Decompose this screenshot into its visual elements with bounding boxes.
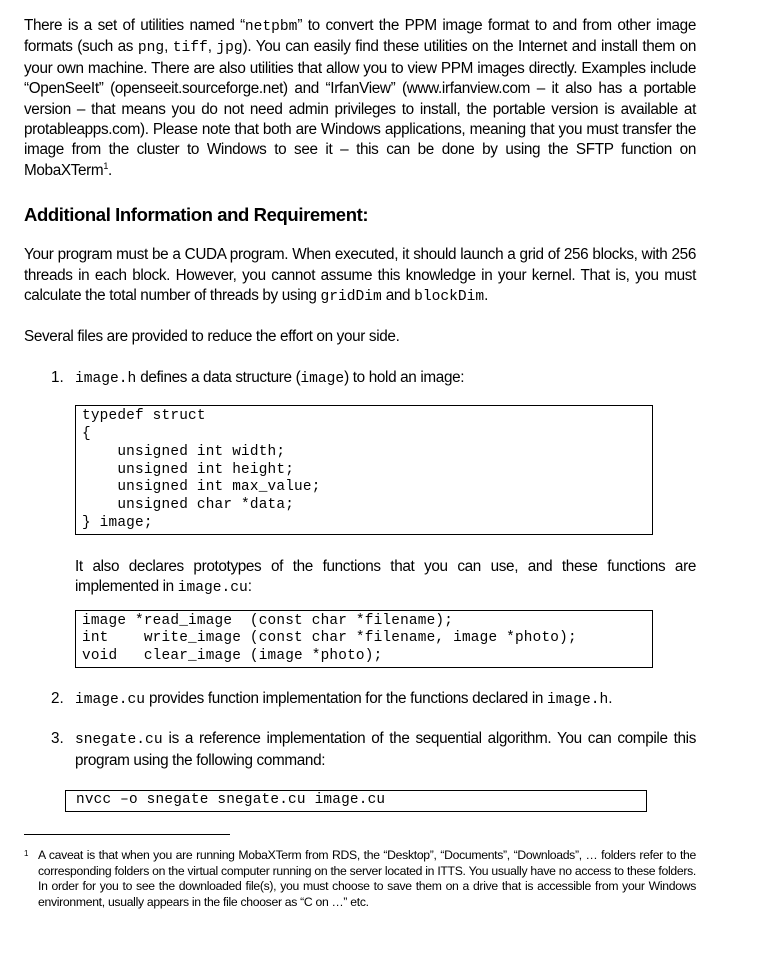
item-text-part: provides function implementation for the functions declared in [145,690,547,708]
footnote-body: A caveat is that when you are running MobaXTerm from RDS, the “Desktop”, “Documents”, “Downloads”, … folders refer to the corresponding folders on the virtual computer running on the server located in ITTS. You usually have no access to these folders. In order for you to see the downloaded file(s), you must choose to save them on a drive that is accessible from your Windows environment, usually appears in the file chooser as “C on …” etc. [38,848,696,909]
footnote-mark: 1 [24,849,29,858]
griddim-code: gridDim [320,289,382,306]
list-number: 1. [51,368,64,386]
filename-code: snegate.cu [75,732,163,749]
png-code: png [137,40,165,57]
item-text [75,689,696,710]
blockdim-code: blockDim [414,289,485,306]
filename-code: image.cu [177,580,248,597]
files-intro: Several files are provided to reduce the effort on your side. [24,328,400,346]
requirement-text: and [381,287,415,305]
item-text [75,368,696,389]
filename-code: image.cu [75,692,146,709]
intro-text: ). You can easily find these utilities on the Internet and install them on your own machine. There are also utilities that allow you to view PPM images directly. Examples include “OpenSeeIt” (openseeit.sourceforge.net) and “IrfanView” (www.irfanview.com – it also has a portable version – that means you do not need admin privileges to install, the portable version is available at protableapps.com). Please note that both are Windows applications, meaning that you must transfer the image from the cluster to Windows to see it – this can be done by using the SFTP function on MobaXTerm [24,38,696,179]
list-item [24,729,696,812]
netpbm-code: netpbm [244,19,298,35]
requirement-text: Your program must be a CUDA program. When executed, it should launch a grid of 256 blocks, with 256 threads in each block. However, you cannot assume this knowledge in your kernel. That is, you must calculate the total number of threads by using [24,246,696,305]
file-list [24,368,696,812]
requirement-paragraph [24,245,696,307]
item-text-part: : [247,578,252,596]
prototypes-paragraph [75,557,696,599]
intro-text: There is a set of utilities named “ [24,17,245,34]
inline-code: image [300,370,345,387]
list-item [24,368,696,668]
struct-code-block: typedef struct { unsigned int width; unsigned int height; unsigned int max_value; unsigned char *data; } image; [75,405,653,535]
jpg-code: jpg [216,40,243,57]
intro-text: ” to convert the PPM image format to and from other image formats (such as [24,17,696,56]
intro-text: , [207,38,217,56]
footnote-divider [24,834,230,835]
filename-code: image.h [546,692,609,709]
list-item [24,689,696,710]
footnote [24,848,696,910]
intro-text: , [164,38,173,56]
document-page [24,16,696,812]
intro-text: . [107,161,112,179]
prototypes-code-block: image *read_image (const char *filename); int write_image (const char *filename, image *photo); void clear_image (image *photo); [75,610,653,668]
item-text-part: defines a data structure ( [136,368,301,386]
compile-command-block: nvcc –o snegate snegate.cu image.cu [65,790,647,812]
section-heading: Additional Information and Requirement: [24,204,369,226]
filename-code: image.h [75,370,137,387]
item-text-part: is a reference implementation of the sequential algorithm. You can compile this program using the following command: [75,730,696,769]
item-text-part: ) to hold an image: [344,368,465,386]
list-number: 2. [51,690,64,708]
item-text-part: It also declares prototypes of the functions that you can use, and these functions are implemented in [75,557,696,596]
list-number: 3. [51,730,64,748]
tiff-code: tiff [172,40,208,57]
footnote-reference: 1 [103,160,108,171]
requirement-text: . [484,287,489,305]
item-text-part: . [608,690,613,708]
footnote-text [24,848,696,910]
item-text [75,729,696,771]
intro-paragraph [24,16,696,181]
